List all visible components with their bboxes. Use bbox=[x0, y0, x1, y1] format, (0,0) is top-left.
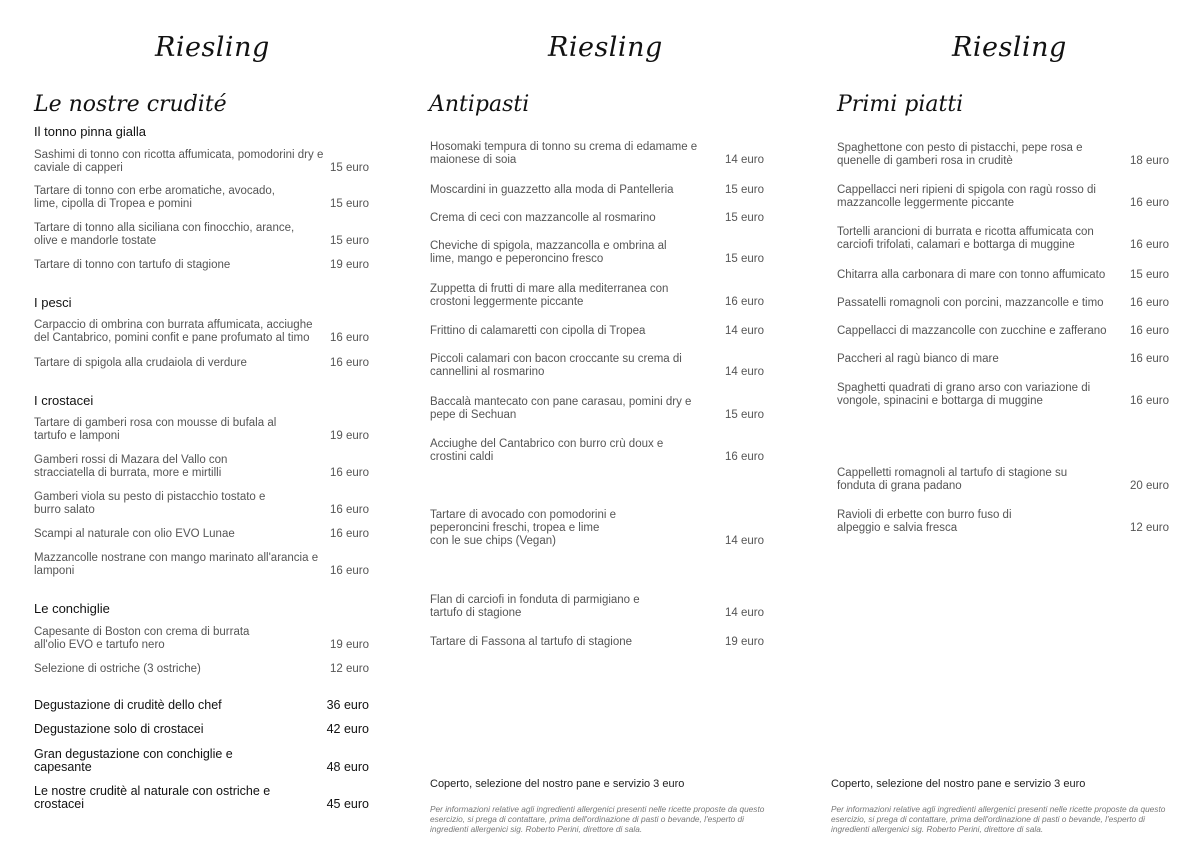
allergen-notice: Per informazioni relative agli ingredienti allergenici presenti nelle ricette proposte da questo esercizio, si prega di contattare, prima dell'ordinazione di pasti o bevande, l'esperto di ingredienti allergenici sig. Roberto Perini, direttore di sala. bbox=[831, 804, 1166, 834]
item-price: 16 euro bbox=[1129, 297, 1169, 309]
item-price: 16 euro bbox=[329, 357, 369, 369]
menu-item bbox=[34, 626, 369, 652]
tasting-name: Degustazione di cruditè dello chef bbox=[34, 698, 222, 712]
item-name: Ravioli di erbette con burro fuso di alpeggio e salvia fresca bbox=[837, 509, 1012, 534]
tasting-menu bbox=[34, 699, 369, 712]
menu-item bbox=[837, 467, 1169, 493]
item-price: 16 euro bbox=[1129, 353, 1169, 365]
item-name: Paccheri al ragù bianco di mare bbox=[837, 353, 999, 365]
item-price: 14 euro bbox=[724, 366, 764, 378]
item-price: 15 euro bbox=[724, 253, 764, 265]
item-price: 16 euro bbox=[329, 332, 369, 344]
item-price: 16 euro bbox=[1129, 325, 1169, 337]
item-name: Spaghettone con pesto di pistacchi, pepe rosa e quenelle di gamberi rosa in cruditè bbox=[837, 142, 1083, 167]
item-price: 14 euro bbox=[724, 607, 764, 619]
item-price: 19 euro bbox=[329, 259, 369, 271]
menu-item bbox=[837, 353, 1169, 366]
menu-item bbox=[430, 509, 764, 548]
menu-item bbox=[430, 240, 764, 266]
menu-item bbox=[430, 212, 764, 225]
group-title: Il tonno pinna gialla bbox=[34, 124, 147, 139]
item-price: 15 euro bbox=[1129, 269, 1169, 281]
item-name: Cappellacci neri ripieni di spigola con ragù rosso di mazzancolle leggermente piccante bbox=[837, 184, 1096, 209]
menu-item bbox=[837, 325, 1169, 338]
menu-item bbox=[430, 396, 764, 422]
item-name: Tartare di tonno alla siciliana con finocchio, arance, olive e mandorle tostate bbox=[34, 222, 295, 247]
menu-item bbox=[34, 663, 369, 676]
riesling-logo: Riesling bbox=[155, 32, 270, 63]
menu-item bbox=[34, 528, 369, 541]
menu-item bbox=[34, 357, 369, 370]
right-column bbox=[800, 0, 1200, 854]
item-price: 16 euro bbox=[329, 528, 369, 540]
tasting-price: 42 euro bbox=[326, 722, 369, 736]
item-price: 15 euro bbox=[329, 198, 369, 210]
item-name: Piccoli calamari con bacon croccante su crema di cannellini al rosmarino bbox=[430, 353, 682, 378]
menu-item bbox=[34, 491, 369, 517]
menu-item bbox=[430, 438, 764, 464]
riesling-logo: Riesling bbox=[952, 32, 1067, 63]
menu-item bbox=[430, 353, 764, 379]
allergen-notice: Per informazioni relative agli ingredienti allergenici presenti nelle ricette proposte da questo esercizio, si prega di contattare, prima dell'ordinazione di pasti o bevande, l'esperto di ingredienti allergenici sig. Roberto Perini, direttore di sala. bbox=[430, 804, 765, 834]
item-name: Mazzancolle nostrane con mango marinato all'arancia e lamponi bbox=[34, 552, 319, 577]
menu-item bbox=[430, 141, 764, 167]
item-price: 12 euro bbox=[1129, 522, 1169, 534]
menu-item bbox=[837, 226, 1169, 252]
item-price: 20 euro bbox=[1129, 480, 1169, 492]
menu-item bbox=[34, 259, 369, 272]
item-price: 16 euro bbox=[329, 467, 369, 479]
menu-item bbox=[430, 184, 764, 197]
item-price: 14 euro bbox=[724, 535, 764, 547]
item-price: 16 euro bbox=[329, 565, 369, 577]
item-price: 16 euro bbox=[724, 451, 764, 463]
menu-item bbox=[837, 509, 1169, 535]
cover-charge: Coperto, selezione del nostro pane e servizio 3 euro bbox=[430, 778, 685, 790]
item-name: Moscardini in guazzetto alla moda di Pantelleria bbox=[430, 184, 674, 196]
item-price: 15 euro bbox=[724, 212, 764, 224]
item-name: Cappellacci di mazzancolle con zucchine e zafferano bbox=[837, 325, 1107, 337]
tasting-name: Gran degustazione con conchiglie e capesante bbox=[34, 747, 233, 774]
item-name: Chitarra alla carbonara di mare con tonno affumicato bbox=[837, 269, 1106, 281]
item-name: Tartare di tonno con erbe aromatiche, avocado, lime, cipolla di Tropea e pomini bbox=[34, 185, 276, 210]
group-title: I crostacei bbox=[34, 393, 94, 408]
item-price: 12 euro bbox=[329, 663, 369, 675]
menu-item bbox=[837, 184, 1169, 210]
item-price: 14 euro bbox=[724, 325, 764, 337]
item-price: 15 euro bbox=[724, 184, 764, 196]
item-name: Tartare di avocado con pomodorini e peperoncini freschi, tropea e lime con le sue chips (Vegan) bbox=[430, 509, 617, 547]
group-title: Le conchiglie bbox=[34, 601, 110, 616]
middle-column bbox=[400, 0, 800, 854]
item-price: 16 euro bbox=[329, 504, 369, 516]
item-name: Acciughe del Cantabrico con burro crù doux e crostini caldi bbox=[430, 438, 664, 463]
cover-charge: Coperto, selezione del nostro pane e servizio 3 euro bbox=[831, 778, 1086, 790]
menu-item bbox=[837, 142, 1169, 168]
menu-item bbox=[430, 283, 764, 309]
item-name: Tartare di spigola alla crudaiola di verdure bbox=[34, 357, 247, 369]
item-price: 19 euro bbox=[329, 430, 369, 442]
item-name: Hosomaki tempura di tonno su crema di edamame e maionese di soia bbox=[430, 141, 698, 166]
tasting-menu bbox=[34, 723, 369, 736]
item-name: Selezione di ostriche (3 ostriche) bbox=[34, 663, 201, 675]
item-price: 16 euro bbox=[1129, 239, 1169, 251]
item-name: Flan di carciofi in fonduta di parmigiano e tartufo di stagione bbox=[430, 594, 640, 619]
item-price: 15 euro bbox=[329, 162, 369, 174]
item-price: 19 euro bbox=[329, 639, 369, 651]
item-name: Cappelletti romagnoli al tartufo di stagione su fonduta di grana padano bbox=[837, 467, 1068, 492]
item-name: Frittino di calamaretti con cipolla di Tropea bbox=[430, 325, 646, 337]
item-price: 16 euro bbox=[724, 296, 764, 308]
item-name: Tartare di Fassona al tartufo di stagione bbox=[430, 636, 633, 648]
item-name: Scampi al naturale con olio EVO Lunae bbox=[34, 528, 235, 540]
group-title: I pesci bbox=[34, 295, 72, 310]
item-price: 15 euro bbox=[329, 235, 369, 247]
item-name: Crema di ceci con mazzancolle al rosmarino bbox=[430, 212, 656, 224]
item-name: Capesante di Boston con crema di burrata all'olio EVO e tartufo nero bbox=[34, 626, 250, 651]
item-price: 19 euro bbox=[724, 636, 764, 648]
menu-item bbox=[430, 594, 764, 620]
menu-item bbox=[34, 185, 369, 211]
tasting-price: 48 euro bbox=[326, 760, 369, 774]
item-name: Tortelli arancioni di burrata e ricotta affumicata con carciofi trifolati, calamari e bottarga di muggine bbox=[837, 226, 1094, 251]
tasting-menu bbox=[34, 785, 369, 811]
menu-item bbox=[837, 269, 1169, 282]
riesling-logo: Riesling bbox=[548, 32, 663, 63]
tasting-name: Le nostre cruditè al naturale con ostriche e crostacei bbox=[34, 784, 271, 811]
menu-item bbox=[34, 454, 369, 480]
item-price: 15 euro bbox=[724, 409, 764, 421]
tasting-price: 36 euro bbox=[326, 698, 369, 712]
item-name: Cheviche di spigola, mazzancolla e ombrina al lime, mango e peperoncino fresco bbox=[430, 240, 667, 265]
tasting-menu bbox=[34, 748, 369, 774]
item-price: 18 euro bbox=[1129, 155, 1169, 167]
item-name: Tartare di gamberi rosa con mousse di bufala al tartufo e lamponi bbox=[34, 417, 277, 442]
menu-item bbox=[837, 382, 1169, 408]
item-name: Tartare di tonno con tartufo di stagione bbox=[34, 259, 231, 271]
section-title-crudite: Le nostre crudité bbox=[34, 92, 227, 117]
item-name: Zuppetta di frutti di mare alla mediterranea con crostoni leggermente piccante bbox=[430, 283, 669, 308]
item-name: Gamberi rossi di Mazara del Vallo con stracciatella di burrata, more e mirtilli bbox=[34, 454, 228, 479]
item-price: 14 euro bbox=[724, 154, 764, 166]
item-price: 16 euro bbox=[1129, 395, 1169, 407]
item-name: Baccalà mantecato con pane carasau, pomini dry e pepe di Sechuan bbox=[430, 396, 692, 421]
menu-item bbox=[34, 149, 369, 175]
item-price: 16 euro bbox=[1129, 197, 1169, 209]
menu-item bbox=[34, 319, 369, 345]
tasting-price: 45 euro bbox=[326, 797, 369, 811]
menu-item bbox=[34, 222, 369, 248]
item-name: Carpaccio di ombrina con burrata affumicata, acciughe del Cantabrico, pomini confit e pane profumato al timo bbox=[34, 319, 313, 344]
item-name: Gamberi viola su pesto di pistacchio tostato e burro salato bbox=[34, 491, 266, 516]
section-title-antipasti: Antipasti bbox=[429, 92, 530, 117]
left-column bbox=[0, 0, 400, 854]
item-name: Spaghetti quadrati di grano arso con variazione di vongole, spinacini e bottarga di muggine bbox=[837, 382, 1091, 407]
menu-item bbox=[34, 417, 369, 443]
item-name: Sashimi di tonno con ricotta affumicata, pomodorini dry e caviale di capperi bbox=[34, 149, 324, 174]
menu-item bbox=[34, 552, 369, 578]
menu-item bbox=[430, 325, 764, 338]
item-name: Passatelli romagnoli con porcini, mazzancolle e timo bbox=[837, 297, 1104, 309]
menu-item bbox=[837, 297, 1169, 310]
section-title-primi: Primi piatti bbox=[837, 92, 964, 117]
menu-item bbox=[430, 636, 764, 649]
tasting-name: Degustazione solo di crostacei bbox=[34, 722, 204, 736]
